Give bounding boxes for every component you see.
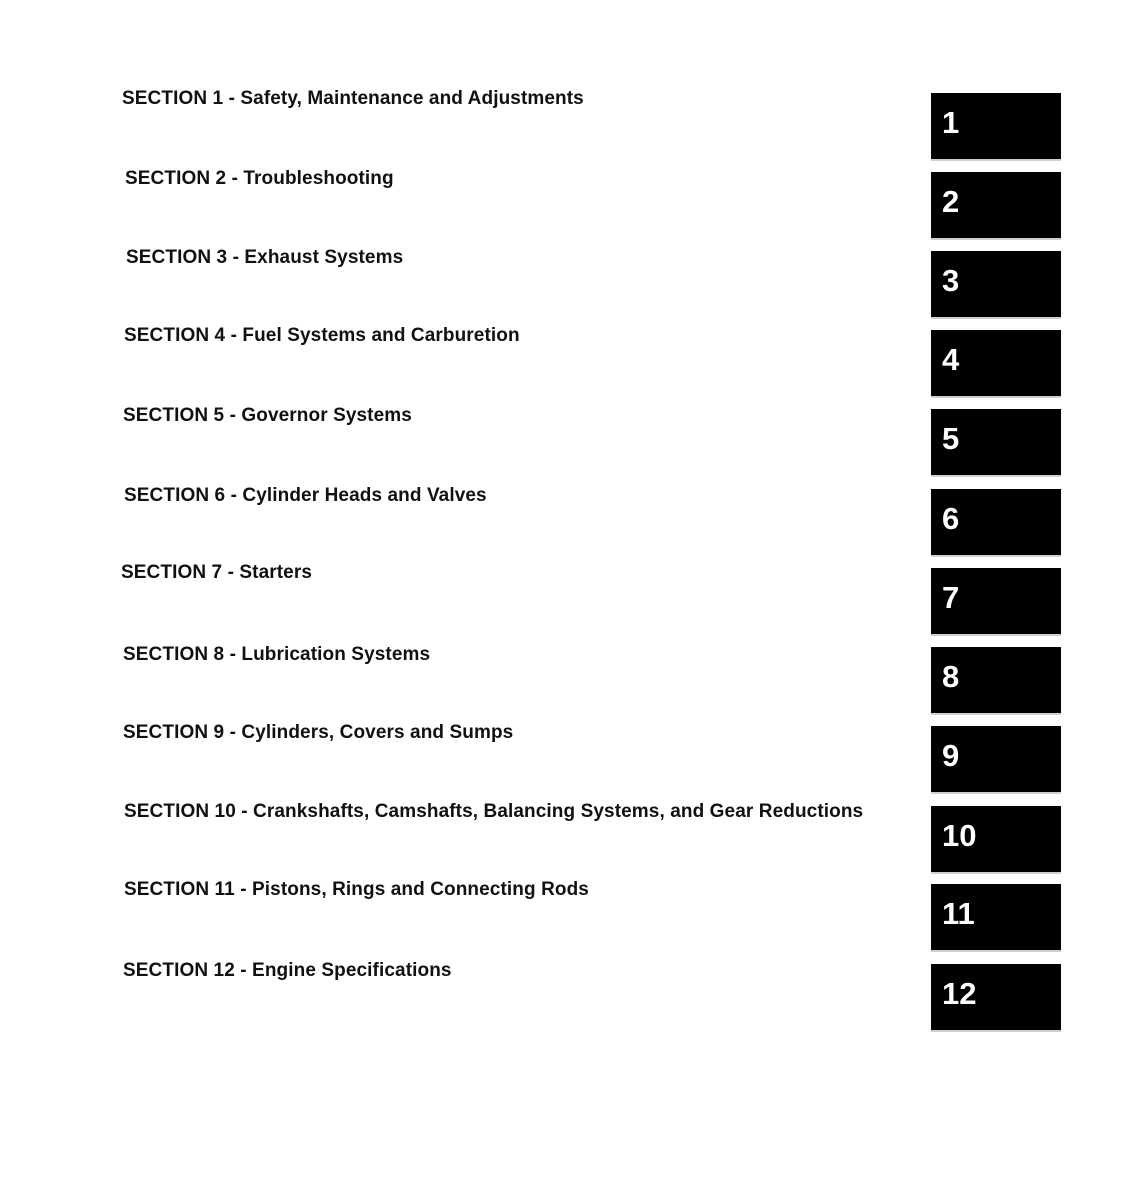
section-12-tab-number: 12	[942, 976, 977, 1011]
section-7-tab-number: 7	[942, 580, 960, 615]
section-7-title[interactable]: SECTION 7 - Starters	[121, 562, 312, 583]
section-5-title[interactable]: SECTION 5 - Governor Systems	[123, 405, 412, 426]
section-4-tab-number: 4	[942, 342, 960, 377]
section-10-tab[interactable]	[931, 806, 1061, 872]
section-1-tab[interactable]	[931, 93, 1061, 159]
section-7-tab[interactable]	[931, 568, 1061, 634]
section-6-tab-number: 6	[942, 501, 960, 536]
section-8-tab-number: 8	[942, 659, 960, 694]
section-10-tab-number: 10	[942, 818, 977, 853]
section-6-tab[interactable]	[931, 489, 1061, 555]
section-9-tab-number: 9	[942, 738, 960, 773]
section-1-title[interactable]: SECTION 1 - Safety, Maintenance and Adjustments	[122, 88, 584, 109]
section-10-title[interactable]: SECTION 10 - Crankshafts, Camshafts, Balancing Systems, and Gear Reductions	[124, 801, 864, 822]
section-8-tab[interactable]	[931, 647, 1061, 713]
section-2-tab-number: 2	[942, 184, 960, 219]
section-2-tab[interactable]	[931, 172, 1061, 238]
section-12-title[interactable]: SECTION 12 - Engine Specifications	[123, 960, 452, 981]
section-3-tab[interactable]	[931, 251, 1061, 317]
section-2-title[interactable]: SECTION 2 - Troubleshooting	[125, 168, 394, 189]
section-9-title[interactable]: SECTION 9 - Cylinders, Covers and Sumps	[123, 722, 514, 743]
section-9-tab[interactable]	[931, 726, 1061, 792]
section-6-title[interactable]: SECTION 6 - Cylinder Heads and Valves	[124, 485, 487, 506]
section-11-tab[interactable]	[931, 884, 1061, 950]
section-4-title[interactable]: SECTION 4 - Fuel Systems and Carburetion	[124, 325, 520, 346]
section-1-tab-number: 1	[942, 105, 960, 140]
section-11-title[interactable]: SECTION 11 - Pistons, Rings and Connecting Rods	[124, 879, 589, 900]
section-11-tab-number: 11	[942, 896, 975, 931]
section-5-tab-number: 5	[942, 421, 960, 456]
section-3-title[interactable]: SECTION 3 - Exhaust Systems	[126, 247, 404, 268]
section-3-tab-number: 3	[942, 263, 960, 298]
section-12-tab[interactable]	[931, 964, 1061, 1030]
section-8-title[interactable]: SECTION 8 - Lubrication Systems	[123, 644, 431, 665]
section-4-tab[interactable]	[931, 330, 1061, 396]
section-5-tab[interactable]	[931, 409, 1061, 475]
